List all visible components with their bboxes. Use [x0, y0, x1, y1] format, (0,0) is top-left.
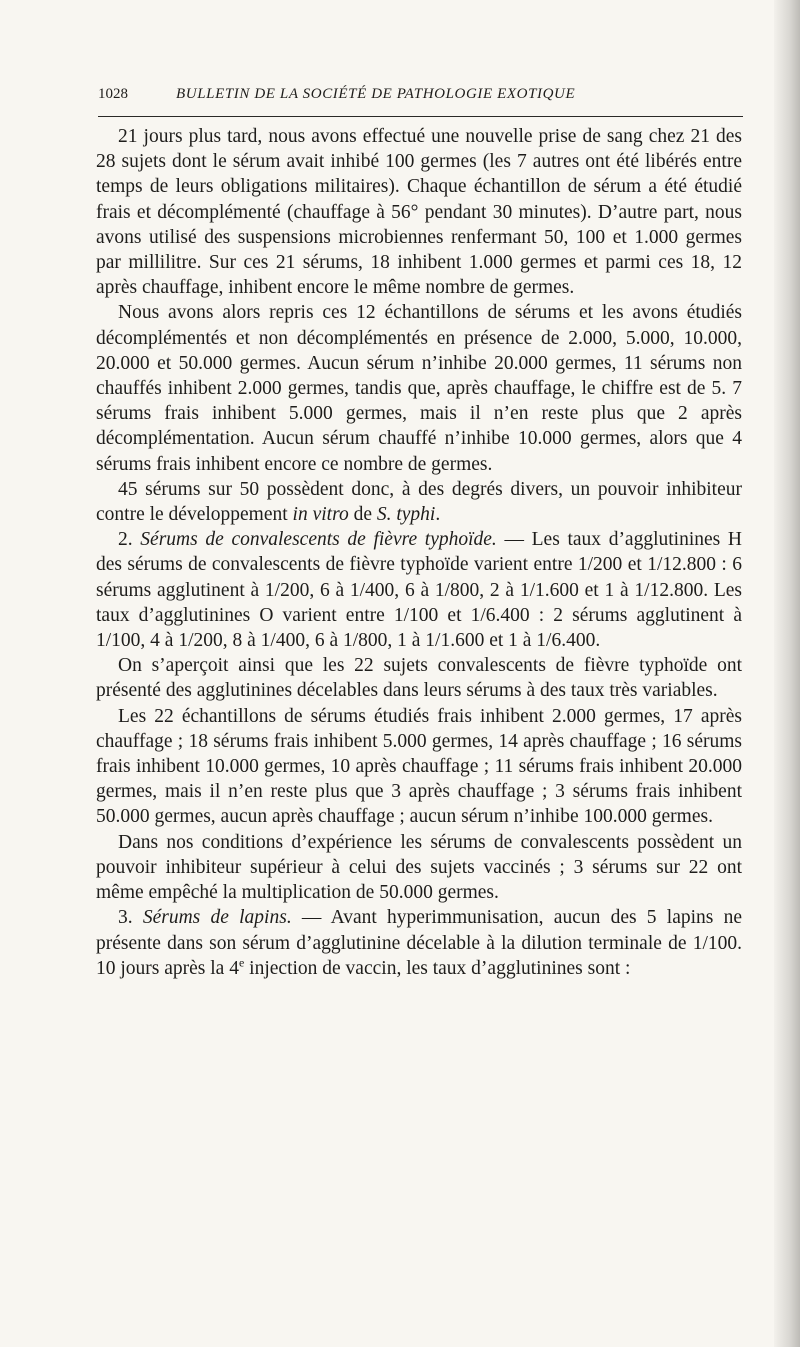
paragraph-2: Nous avons alors repris ces 12 échantillons de sérums et les avons étudiés décomplémentés et non décomplémentés en présence de 2.000, 5.000, 10.000, 20.000 et 50.000 germes. Aucun sérum n’inhibe 20.000 germes, 11 sérums non chauffés inhibent 2.000 germes, tandis que, après chauffage, le chiffre est de 5. 7 sérums frais inhibent 5.000 germes, mais il n’en reste plus que 2 après décomplémentation. Aucun sérum chauffé n’inhibe 10.000 germes, alors que 4 sérums frais inhibent encore ce nombre de germes. — [96, 302, 742, 475]
paragraph-4-text: — Les taux d’agglutinines H des sérums de convalescents de fièvre typhoïde varient entre 1/200 et 1/12.800 : 6 sérums agglutinent à 1/200, 6 à 1/400, 6 à 1/800, 2 à 1/1.600 et 1 à 1/12.800. Les taux d’agglutinines O varient entre 1/100 et 1/6.400 : 2 sérums agglutinent à 1/100, 4 à 1/200, 8 à 1/400, 6 à 1/800, 1 à 1/1.600 et 1 à 1/6.400. — [96, 529, 743, 652]
paragraph-3 — [96, 477, 742, 527]
paragraph-8-text: — Avant hyperimmunisation, aucun des 5 lapins ne présente dans son sérum d’agglutinine décelable à la dilution terminale de 1/100. 10 jours après la 4 — [96, 907, 742, 979]
page-edge-shadow — [774, 0, 800, 1347]
paragraph-8 — [96, 905, 742, 981]
in-vitro-term: in vitro — [292, 504, 349, 526]
header-rule — [98, 116, 743, 117]
species-name: S. typhi — [376, 504, 436, 526]
paragraph-3-text: 45 sérums sur 50 possèdent donc, à des degrés divers, un pouvoir inhibiteur contre le développement — [96, 478, 742, 526]
article-body — [96, 124, 742, 981]
paragraph-3-end: . — [435, 504, 441, 526]
section-title: Sérums de convalescents de fièvre typhoïde. — [140, 529, 497, 551]
paragraph-8-end: injection de vaccin, les taux d’agglutinines sont : — [244, 957, 631, 979]
page-number: 1028 — [98, 86, 128, 102]
paragraph-3-middle: de — [348, 504, 377, 526]
running-title: BULLETIN DE LA SOCIÉTÉ DE PATHOLOGIE EXOTIQUE — [176, 86, 576, 102]
paragraph-7: Dans nos conditions d’expérience les sérums de convalescents possèdent un pouvoir inhibiteur supérieur à celui des sujets vaccinés ; 3 sérums sur 22 ont même empêché la multiplication de 50.000 germes. — [96, 831, 742, 904]
ordinal-superscript: e — [238, 955, 245, 970]
section-number: 3. — [118, 907, 143, 929]
paragraph-5: On s’aperçoit ainsi que les 22 sujets convalescents de fièvre typhoïde ont présenté des agglutinines décelables dans leurs sérums à des taux très variables. — [96, 655, 742, 702]
running-header — [98, 86, 673, 110]
paragraph-1: 21 jours plus tard, nous avons effectué une nouvelle prise de sang chez 21 des 28 sujets dont le sérum avait inhibé 100 germes (les 7 autres ont été libérés entre temps de leurs obligations militaires). Chaque échantillon de sérum a été étudié frais et décomplémenté (chauffage à 56° pendant 30 minutes). D’autre part, nous avons utilisé des suspensions microbiennes renfermant 50, 100 et 1.000 germes par millilitre. Sur ces 21 sérums, 18 inhibent 1.000 germes et parmi ces 18, 12 après chauffage, inhibent encore le même nombre de germes. — [96, 126, 742, 299]
section-title: Sérums de lapins. — [142, 907, 292, 929]
section-number: 2. — [118, 529, 141, 551]
paragraph-6: Les 22 échantillons de sérums étudiés frais inhibent 2.000 germes, 17 après chauffage ; 18 sérums frais inhibent 5.000 germes, 14 après chauffage ; 16 sérums frais inhibent 10.000 germes, 10 après chauffage ; 11 sérums frais inhibent 20.000 germes, mais il n’en reste plus que 3 après chauffage ; 3 sérums frais inhibent 50.000 germes, aucun après chauffage ; aucun sérum n’inhibe 100.000 germes. — [96, 705, 742, 828]
paragraph-4 — [96, 527, 742, 653]
